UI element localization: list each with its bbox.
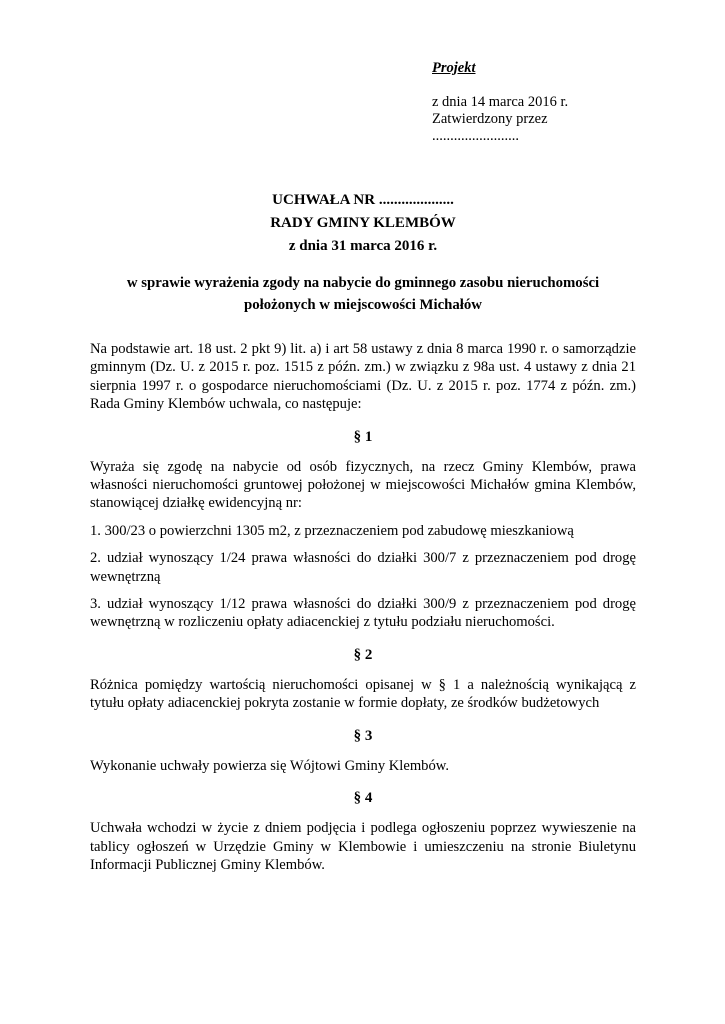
section-3-heading: § 3 (353, 727, 373, 744)
section-2-heading: § 2 (353, 646, 373, 663)
project-date-line: z dnia 14 marca 2016 r. (432, 94, 569, 110)
preamble-paragraph: Na podstawie art. 18 ust. 2 pkt 9) lit. a) i art 58 ustawy z dnia 8 marca 1990 r. o samorządzie gminnym (Dz. U. z 2015 r. poz. 1515 z późn. zm.) w związku z 98a ust. 4 ustawy z dnia 21 sierpnia 1997 r. o gospodarce nieruchomościami (Dz. U. z 2015 r. poz. 1774 z późn. zm.) Rada Gminy Klembów uchwala, co następuje: (90, 341, 636, 413)
approved-by-line: Zatwierdzony przez ........................ (432, 111, 548, 144)
header-block (432, 60, 636, 145)
section-1-item-3: 3. udział wynoszący 1/12 prawa własności do działki 300/9 z przeznaczeniem pod drogę wewnętrzną w rozliczeniu opłaty adiacenckiej z tytułu podziału nieruchomości. (90, 596, 636, 631)
section-1-item-2: 2. udział wynoszący 1/24 prawa własności do działki 300/7 z przeznaczeniem pod drogę wewnętrzną (90, 550, 636, 585)
section-4-paragraph: Uchwała wchodzi w życie z dniem podjęcia i podlega ogłoszeniu poprzez wywieszenie na tablicy ogłoszeń w Urzędzie Gminy w Klembowie i umieszczeniu na stronie Biuletynu Informacji Publicznej Gminy Klembów. (90, 820, 636, 873)
section-3-paragraph: Wykonanie uchwały powierza się Wójtowi Gminy Klembów. (90, 757, 450, 774)
title-block (90, 189, 636, 258)
resolution-number-line: UCHWAŁA NR .................... (272, 192, 454, 208)
resolution-subject: w sprawie wyrażenia zgody na nabycie do gminnego zasobu nieruchomości położonych w miejscowości Michałów (126, 275, 600, 313)
section-1-item-1: 1. 300/23 o powierzchni 1305 m2, z przeznaczeniem pod zabudowę mieszkaniową (90, 522, 574, 539)
council-name-line: RADY GMINY KLEMBÓW (270, 215, 456, 231)
section-1-heading: § 1 (353, 428, 373, 445)
section-2-paragraph: Różnica pomiędzy wartością nieruchomości opisanej w § 1 a należnością wynikającą z tytułu opłaty adiacenckiej pokryta zostanie w formie dopłaty, ze środków budżetowych (90, 676, 636, 712)
section-4-heading: § 4 (353, 790, 373, 807)
section-1-paragraph: Wyraża się zgodę na nabycie od osób fizycznych, na rzecz Gminy Klembów, prawa własności nieruchomości gruntowej położonej w miejscowości Michałów gmina Klembów, stanowiącej działkę ewidencyjną nr: (90, 458, 636, 512)
resolution-date-line: z dnia 31 marca 2016 r. (288, 238, 438, 254)
project-label: Projekt (432, 60, 476, 76)
